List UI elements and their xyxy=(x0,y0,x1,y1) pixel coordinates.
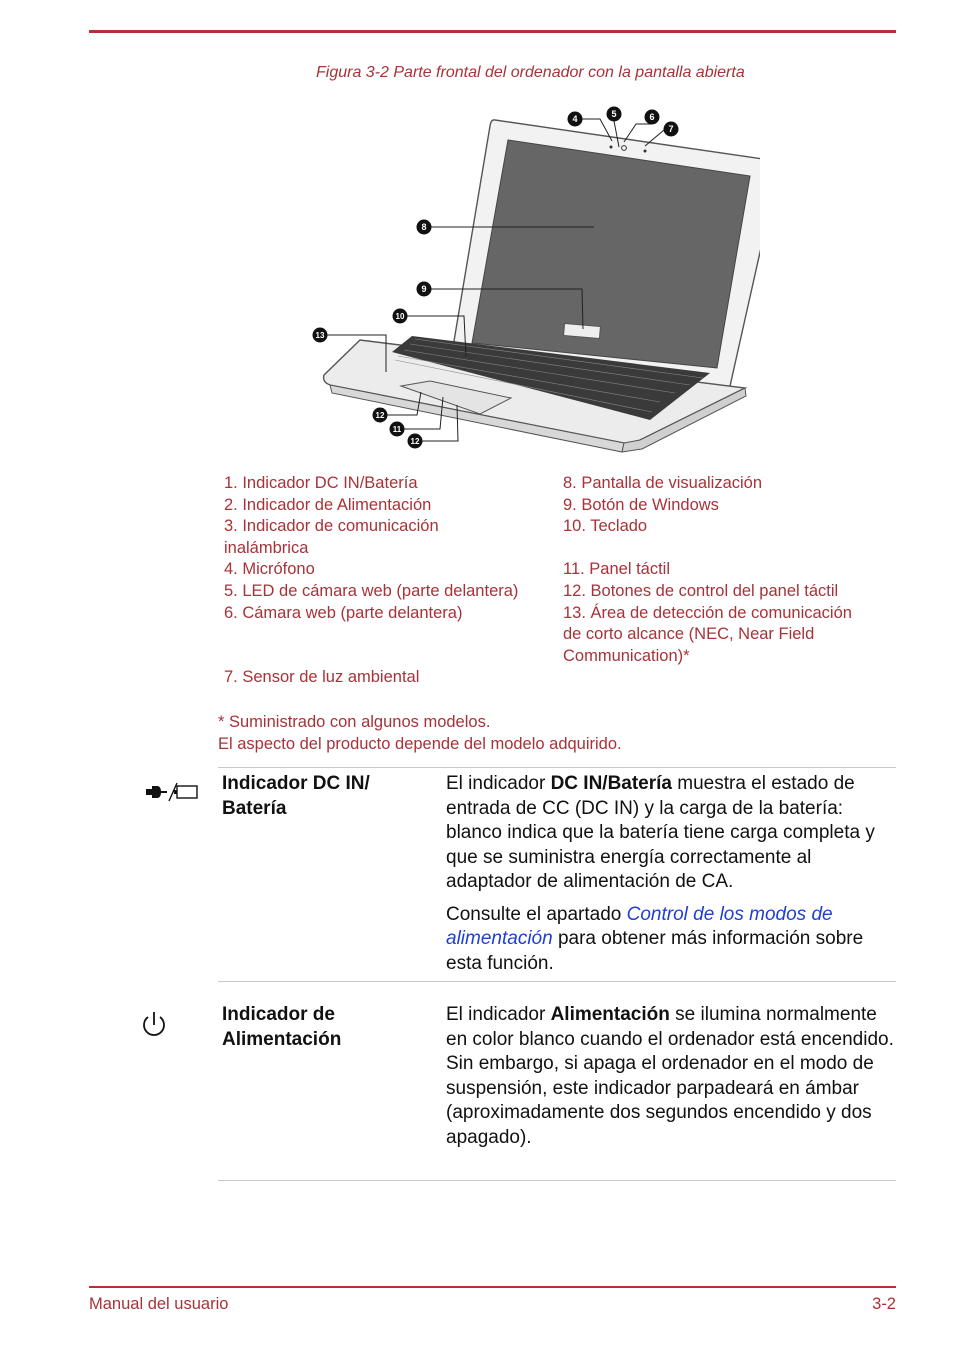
desc-dc-in-battery xyxy=(446,772,896,976)
svg-text:9: 9 xyxy=(421,284,427,294)
svg-text:12: 12 xyxy=(375,411,385,420)
footnote-availability: * Suministrado con algunos modelos. xyxy=(218,713,491,731)
figure-caption: Figura 3-2 Parte frontal del ordenador con la pantalla abierta xyxy=(316,64,745,81)
svg-text:8: 8 xyxy=(421,222,427,232)
legend-item: 1. Indicador DC IN/Batería xyxy=(224,474,418,492)
callout-6 xyxy=(645,110,660,125)
svg-text:4: 4 xyxy=(572,114,578,124)
footer-manual-title: Manual del usuario xyxy=(89,1295,229,1313)
callout-7 xyxy=(664,122,679,137)
power-modes-link[interactable]: Control de los modos de alimentación xyxy=(446,903,833,949)
callout-12a xyxy=(373,408,388,423)
legend-item: Communication)* xyxy=(563,646,690,665)
laptop-figure xyxy=(300,100,760,465)
legend-item: 11. Panel táctil xyxy=(563,560,671,579)
table-rule-top xyxy=(218,767,896,768)
legend-item: 13. Área de detección de comunicación xyxy=(563,603,852,622)
footnote-appearance: El aspecto del producto depende del modelo adquirido. xyxy=(218,734,622,753)
svg-text:6: 6 xyxy=(649,112,655,122)
footer-rule xyxy=(89,1286,896,1288)
header-rule xyxy=(89,30,896,33)
desc-paragraph: El indicador DC IN/Batería muestra el estado de entrada de CC (DC IN) y la carga de la batería: blanco indica que la batería tiene carga completa y que se suministra energía correctamente al adaptador de alimentación de CA. xyxy=(446,773,875,892)
desc-paragraph: El indicador Alimentación se ilumina normalmente en color blanco cuando el ordenador está encendido. Sin embargo, si apaga el ordenador en el modo de suspensión, este indicador parpadeará en ámbar (aproximadamente dos segundos encendido y dos apagado). xyxy=(446,1004,894,1148)
callout-4 xyxy=(568,112,583,127)
power-icon xyxy=(140,1010,168,1040)
legend-item: 2. Indicador de Alimentación xyxy=(224,495,432,514)
legend-item: 7. Sensor de luz ambiental xyxy=(224,668,420,687)
callout-8 xyxy=(417,220,432,235)
legend-right xyxy=(563,473,852,667)
table-rule-middle xyxy=(218,981,896,982)
term-dc-in-battery: Indicador DC IN/ Batería xyxy=(222,773,370,819)
legend-item: 12. Botones de control del panel táctil xyxy=(563,581,839,600)
legend-item: 8. Pantalla de visualización xyxy=(563,474,763,492)
callout-13 xyxy=(313,328,328,343)
svg-text:13: 13 xyxy=(315,331,325,340)
legend-item: 5. LED de cámara web (parte delantera) xyxy=(224,581,519,600)
callout-5 xyxy=(607,107,622,122)
legend-item: 9. Botón de Windows xyxy=(563,495,719,514)
callout-12b xyxy=(408,434,423,449)
desc-paragraph: Consulte el apartado Control de los modos de alimentación para obtener más información sobre esta función. xyxy=(446,903,864,974)
term-power: Indicador de Alimentación xyxy=(222,1004,342,1050)
table-rule-bottom xyxy=(218,1180,896,1181)
legend-item: 3. Indicador de comunicación xyxy=(224,517,439,536)
callout-11 xyxy=(390,422,405,437)
svg-text:7: 7 xyxy=(668,124,674,134)
page-number: 3-2 xyxy=(872,1295,896,1313)
svg-text:11: 11 xyxy=(392,425,402,434)
svg-text:10: 10 xyxy=(395,312,405,321)
footnotes xyxy=(218,712,622,755)
callout-10 xyxy=(393,309,408,324)
legend-item: inalámbrica xyxy=(224,538,309,557)
legend-item: de corto alcance (NEC, Near Field xyxy=(563,625,815,644)
svg-text:12: 12 xyxy=(410,437,420,446)
desc-power xyxy=(446,1003,896,1150)
legend-item: 6. Cámara web (parte delantera) xyxy=(224,603,463,622)
legend-item: 4. Micrófono xyxy=(224,560,315,579)
dc-in-battery-icon xyxy=(143,781,201,803)
legend-left xyxy=(224,473,518,689)
svg-text:5: 5 xyxy=(611,109,617,119)
legend-item: 10. Teclado xyxy=(563,517,648,536)
callout-9 xyxy=(417,282,432,297)
